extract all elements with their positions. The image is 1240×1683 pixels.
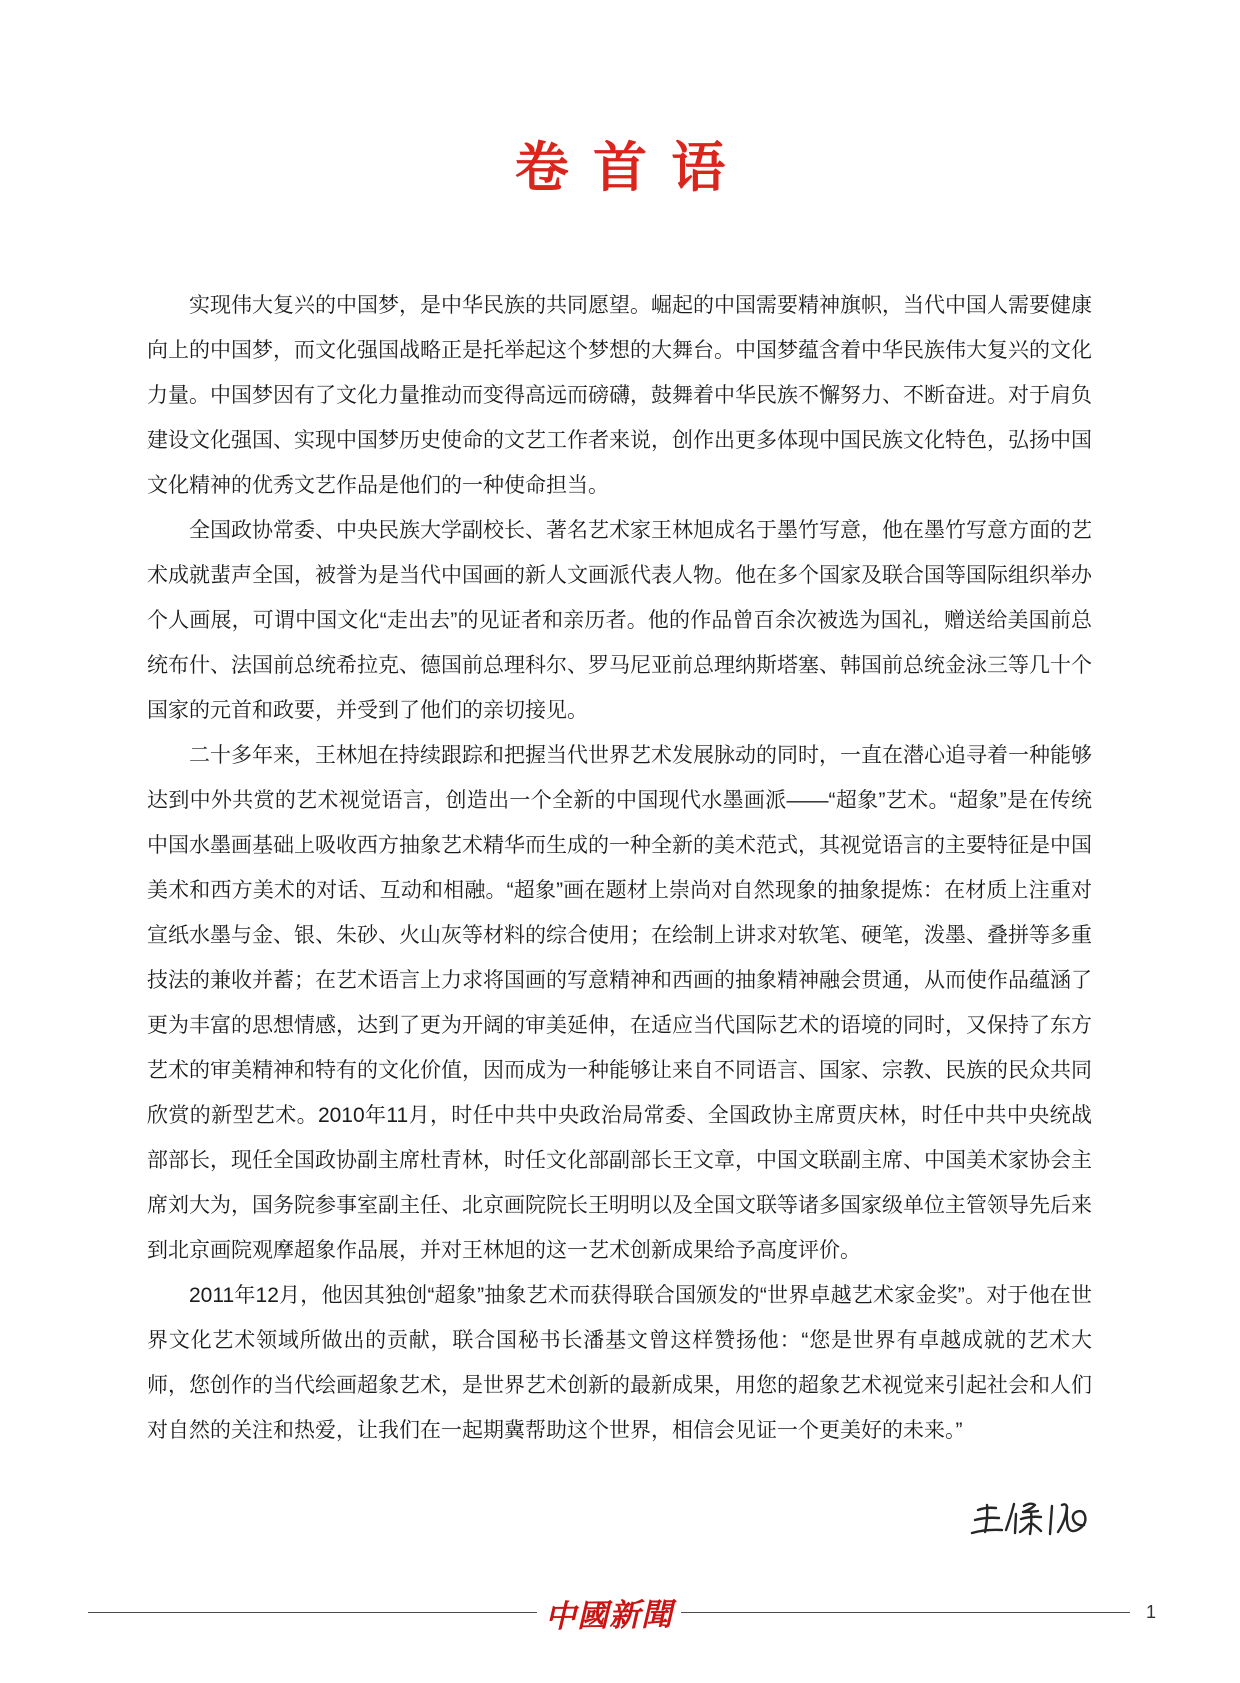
- paragraph-1: 实现伟大复兴的中国梦，是中华民族的共同愿望。崛起的中国需要精神旗帜，当代中国人需要健康向上的中国梦，而文化强国战略正是托举起这个梦想的大舞台。中国梦蕴含着中华民族伟大复兴的文化力量。中国梦因有了文化力量推动而变得高远而磅礴，鼓舞着中华民族不懈努力、不断奋进。对于肩负建设文化强国、实现中国梦历史使命的文艺工作者来说，创作出更多体现中国民族文化特色，弘扬中国文化精神的优秀文艺作品是他们的一种使命担当。: [147, 294, 1092, 497]
- page-footer: [88, 1592, 1156, 1632]
- page-number: 1: [1146, 1601, 1157, 1622]
- magazine-logo: 中國新聞: [544, 1596, 674, 1634]
- foreword-body: [147, 283, 1092, 1453]
- handwritten-signature: [970, 1496, 1094, 1548]
- paragraph-2: 全国政协常委、中央民族大学副校长、著名艺术家王林旭成名于墨竹写意，他在墨竹写意方面的艺术成就蜚声全国，被誉为是当代中国画的新人文画派代表人物。他在多个国家及联合国等国际组织举办个人画展，可谓中国文化“走出去”的见证者和亲历者。他的作品曾百余次被选为国礼，赠送给美国前总统布什、法国前总统希拉克、德国前总理科尔、罗马尼亚前总理纳斯塔塞、韩国前总统金泳三等几十个国家的元首和政要，并受到了他们的亲切接见。: [147, 519, 1092, 722]
- footer-rule-left: [88, 1612, 537, 1613]
- page-title: 卷首语: [514, 138, 750, 198]
- signature-strokes-icon: [970, 1496, 1094, 1548]
- footer-rule-right: [681, 1612, 1130, 1613]
- paragraph-4: 2011年12月，他因其独创“超象”抽象艺术而获得联合国颁发的“世界卓越艺术家金奖”。对于他在世界文化艺术领域所做出的贡献，联合国秘书长潘基文曾这样赞扬他：“您是世界有卓越成就的艺术大师，您创作的当代绘画超象艺术，是世界艺术创新的最新成果，用您的超象艺术视觉来引起社会和人们对自然的关注和热爱，让我们在一起期冀帮助这个世界，相信会见证一个更美好的未来。”: [147, 1284, 1092, 1442]
- paragraph-3: 二十多年来，王林旭在持续跟踪和把握当代世界艺术发展脉动的同时，一直在潜心追寻着一种能够达到中外共赏的艺术视觉语言，创造出一个全新的中国现代水墨画派——“超象”艺术。“超象”是在传统中国水墨画基础上吸收西方抽象艺术精华而生成的一种全新的美术范式，其视觉语言的主要特征是中国美术和西方美术的对话、互动和相融。“超象”画在题材上崇尚对自然现象的抽象提炼：在材质上注重对宣纸水墨与金、银、朱砂、火山灰等材料的综合使用；在绘制上讲求对软笔、硬笔，泼墨、叠拼等多重技法的兼收并蓄；在艺术语言上力求将国画的写意精神和西画的抽象精神融会贯通，从而使作品蕴涵了更为丰富的思想情感，达到了更为开阔的审美延伸，在适应当代国际艺术的语境的同时，又保持了东方艺术的审美精神和特有的文化价值，因而成为一种能够让来自不同语言、国家、宗教、民族的民众共同欣赏的新型艺术。2010年11月，时任中共中央政治局常委、全国政协主席贾庆林，时任中共中央统战部部长，现任全国政协副主席杜青林，时任文化部副部长王文章，中国文联副主席、中国美术家协会主席刘大为，国务院参事室副主任、北京画院院长王明明以及全国文联等诸多国家级单位主管领导先后来到北京画院观摩超象作品展，并对王林旭的这一艺术创新成果给予高度评价。: [147, 744, 1092, 1262]
